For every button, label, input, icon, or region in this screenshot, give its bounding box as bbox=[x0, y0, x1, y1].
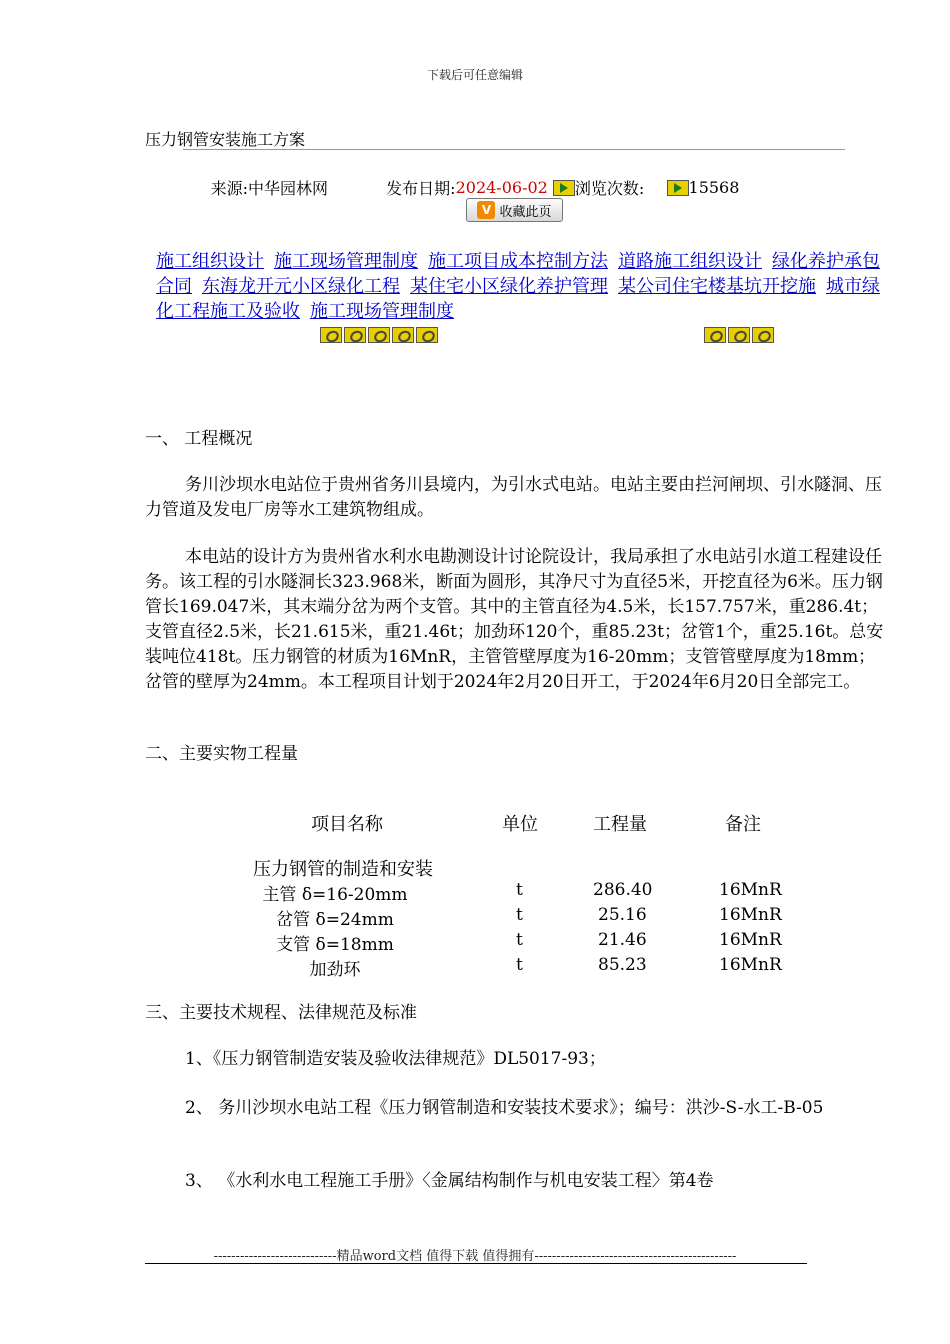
link-icon[interactable] bbox=[728, 327, 750, 343]
table-cell-note: 16MnR bbox=[719, 955, 782, 975]
add-favorite-label: 收藏此页 bbox=[499, 204, 552, 220]
link-icon[interactable] bbox=[752, 327, 774, 343]
standard-item: 2、 务川沙坝水电站工程《压力钢管制造和安装技术要求》；编号：洪沙-S-水工-B-05 bbox=[185, 1098, 824, 1118]
table-cell-note: 16MnR bbox=[719, 930, 782, 950]
link-icon[interactable] bbox=[368, 327, 390, 343]
related-link[interactable]: 东海龙开元小区绿化工程 bbox=[202, 276, 400, 297]
section-2-heading: 二、主要实物工程量 bbox=[145, 744, 298, 764]
related-link[interactable]: 某住宅小区绿化养护管理 bbox=[410, 276, 608, 297]
table-cell-qty: 85.23 bbox=[598, 955, 647, 975]
section-3-heading: 三、主要技术规程、法律规范及标准 bbox=[145, 1003, 417, 1023]
date-label: 发布日期: bbox=[386, 179, 456, 198]
table-cell-name: 岔管 δ=24mm bbox=[276, 910, 394, 930]
footer-note: ----------------------------精品word文档 值得下载 值得拥有---------------------------------------------- bbox=[213, 1249, 737, 1264]
views-count: 15568 bbox=[688, 178, 740, 197]
footer-divider bbox=[145, 1263, 807, 1264]
table-cell-note: 16MnR bbox=[719, 880, 782, 900]
table-cell-unit: t bbox=[516, 930, 523, 950]
article-meta bbox=[0, 176, 950, 199]
col-header-name: 项目名称 bbox=[311, 814, 383, 835]
table-cell-unit: t bbox=[516, 880, 523, 900]
add-favorite-button[interactable] bbox=[466, 198, 563, 222]
section-1-heading: 一、 工程概况 bbox=[145, 429, 253, 449]
link-icon[interactable] bbox=[320, 327, 342, 343]
icon-strip-right bbox=[704, 327, 776, 343]
related-link[interactable]: 施工组织设计 bbox=[156, 251, 264, 272]
link-icon[interactable] bbox=[416, 327, 438, 343]
related-link[interactable]: 施工现场管理制度 bbox=[274, 251, 418, 272]
section-1-paragraph-2: 本电站的设计方为贵州省水利水电勘测设计讨论院设计，我局承担了水电站引水道工程建设任务。该工程的引水隧洞长323.968米，断面为圆形，其净尺寸为直径5米，开挖直径为6米。压力钢管长169.047米，其末端分岔为两个支管。其中的主管直径为4.5米，长157.757米，重286.4t；支管直径2.5米，长21.615米，重21.46t；加劲环120个，重85.23t；岔管1个，重25.16t。总安装吨位418t。压力钢管的材质为16MnR，主管管壁厚度为16-20mm；支管管壁厚度为18mm；岔管的壁厚为24mm。本工程项目计划于2024年2月20日开工，于2024年6月20日全部完工。 bbox=[145, 547, 884, 692]
standard-item: 1、《压力钢管制造安装及验收法律规范》DL5017-93； bbox=[185, 1049, 606, 1069]
section-1-paragraph-1: 务川沙坝水电站位于贵州省务川县境内，为引水式电站。电站主要由拦河闸坝、引水隧洞、压力管道及发电厂房等水工建筑物组成。 bbox=[145, 475, 882, 520]
favorite-icon: V bbox=[477, 201, 495, 219]
table-cell-unit: t bbox=[516, 905, 523, 925]
related-link[interactable]: 道路施工组织设计 bbox=[618, 251, 762, 272]
arrow-icon bbox=[667, 180, 689, 196]
link-icon[interactable] bbox=[344, 327, 366, 343]
related-links bbox=[156, 249, 886, 324]
publish-date: 2024-06-02 bbox=[455, 178, 548, 197]
table-cell-unit: t bbox=[516, 955, 523, 975]
table-cell-qty: 25.16 bbox=[598, 905, 647, 925]
col-header-note: 备注 bbox=[725, 814, 761, 835]
related-link[interactable]: 某公司住宅楼基坑开挖施 bbox=[618, 276, 816, 297]
arrow-icon bbox=[553, 180, 575, 196]
icon-strip-left bbox=[320, 327, 440, 343]
related-link[interactable]: 施工项目成本控制方法 bbox=[428, 251, 608, 272]
table-cell-name: 主管 δ=16-20mm bbox=[262, 885, 408, 905]
table-cell-name: 加劲环 bbox=[309, 960, 361, 980]
table-cell-qty: 21.46 bbox=[598, 930, 647, 950]
related-link[interactable]: 绿化养护承包合同 bbox=[156, 251, 880, 297]
table-cell-name: 支管 δ=18mm bbox=[276, 935, 394, 955]
table-cell-qty: 286.40 bbox=[593, 880, 653, 900]
related-link[interactable]: 城市绿化工程施工及验收 bbox=[156, 276, 880, 322]
views-label: 浏览次数: bbox=[574, 179, 645, 198]
table-group-label: 压力钢管的制造和安装 bbox=[253, 859, 433, 880]
link-icon[interactable] bbox=[704, 327, 726, 343]
header-note: 下载后可任意编辑 bbox=[426, 68, 523, 82]
related-link[interactable]: 施工现场管理制度 bbox=[310, 301, 454, 322]
title-divider bbox=[183, 149, 845, 150]
source-text: 来源:中华园林网 bbox=[210, 179, 328, 198]
standard-item: 3、 《水利水电工程施工手册》〈金属结构制作与机电安装工程〉第4卷 bbox=[185, 1171, 714, 1191]
col-header-unit: 单位 bbox=[502, 814, 538, 835]
link-icon[interactable] bbox=[392, 327, 414, 343]
col-header-qty: 工程量 bbox=[593, 814, 647, 835]
table-cell-note: 16MnR bbox=[719, 905, 782, 925]
document-title: 压力钢管安装施工方案 bbox=[145, 130, 306, 149]
